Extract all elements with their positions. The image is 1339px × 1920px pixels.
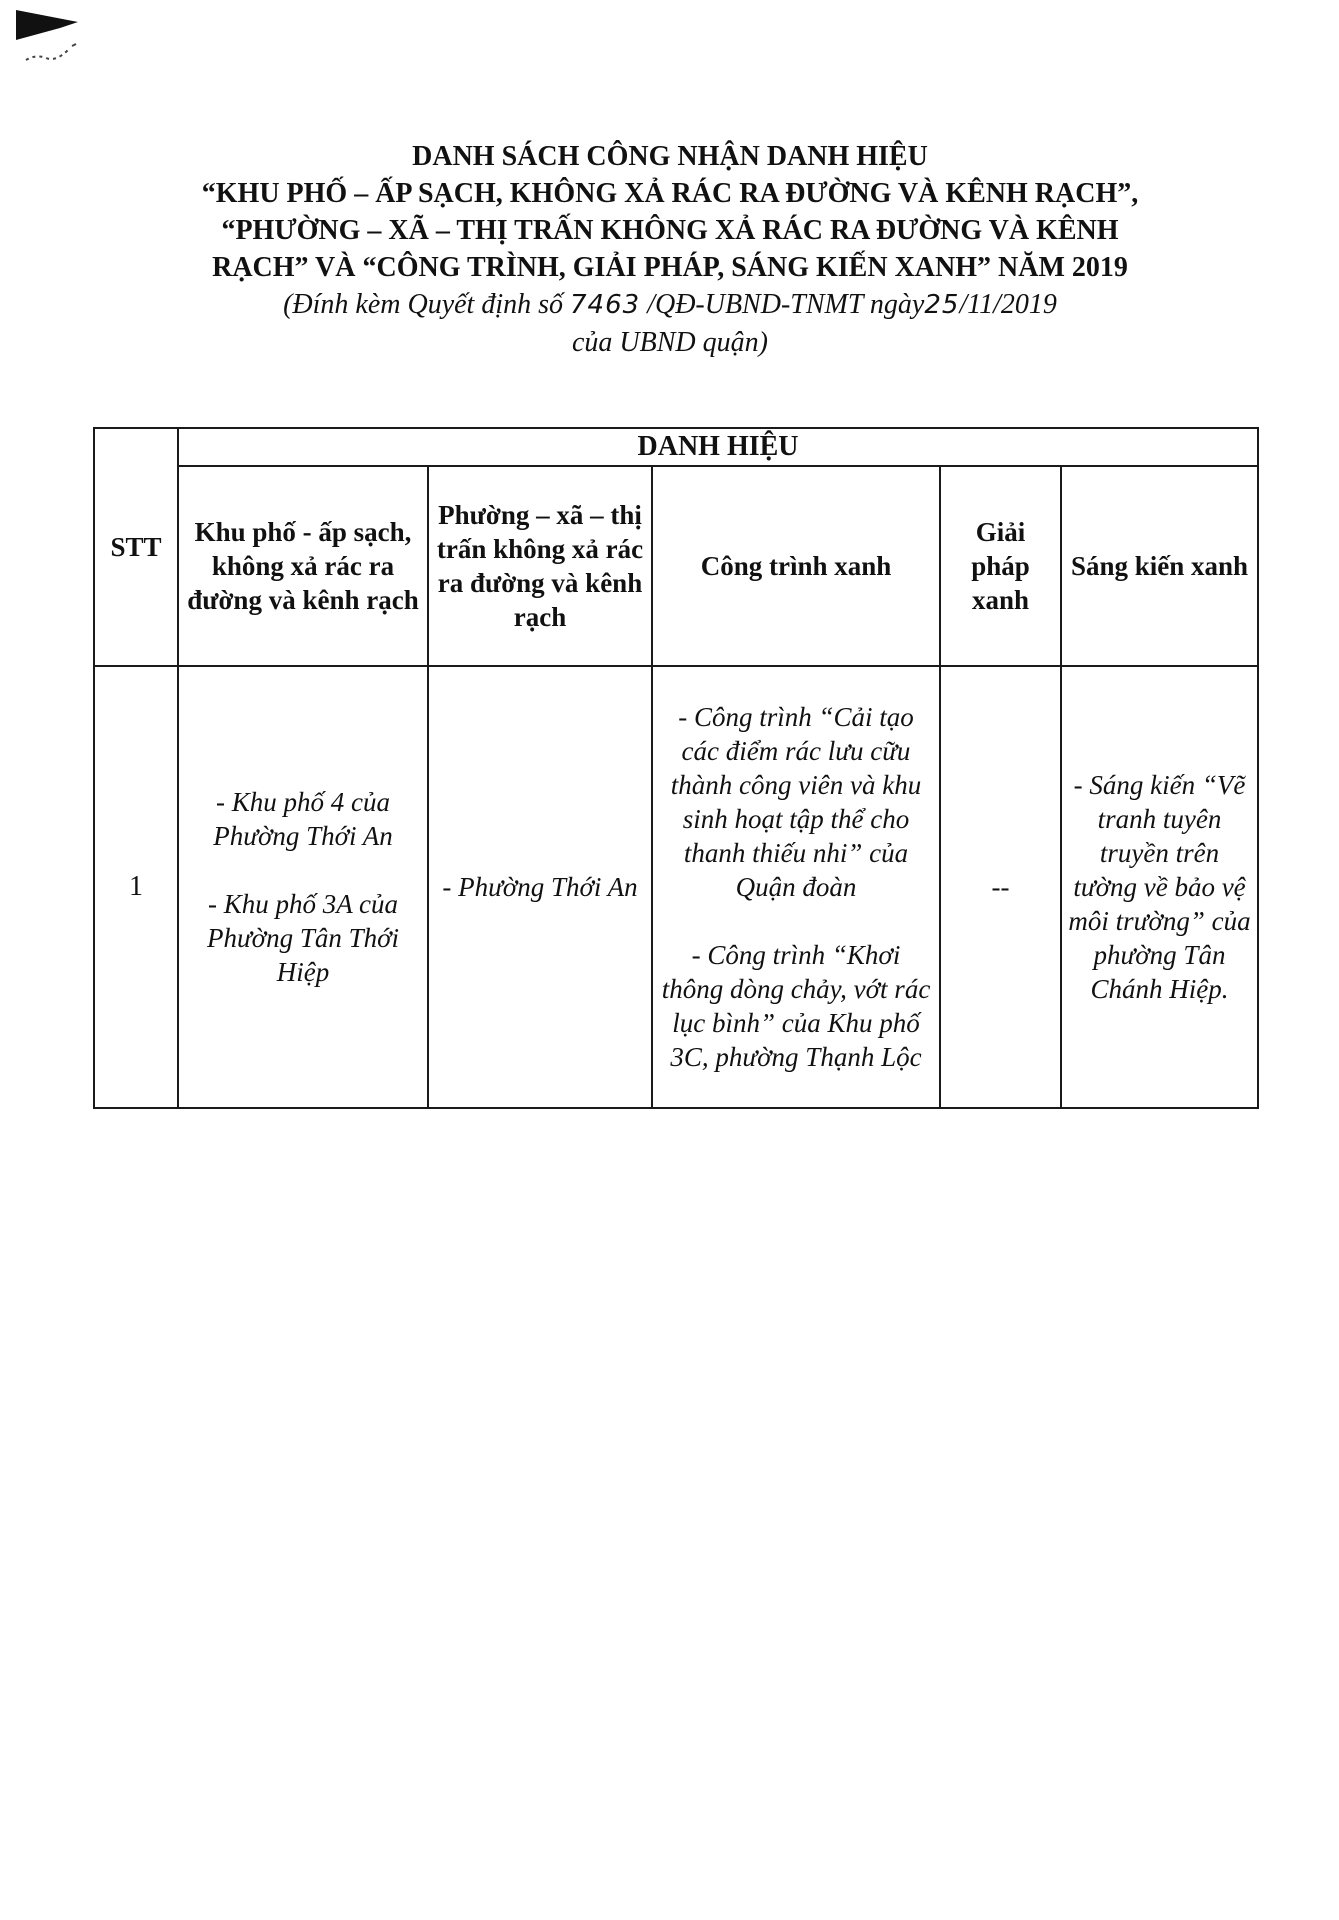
subtitle-suffix: /11/2019 <box>959 289 1057 320</box>
corner-scan-mark <box>16 10 80 70</box>
col-header-cong-trinh: Công trình xanh <box>652 466 940 666</box>
cell-khu-pho <box>178 666 428 1108</box>
subtitle-prefix: (Đính kèm Quyết định số <box>283 289 571 320</box>
title-line-3: “PHƯỜNG – XÃ – THỊ TRẤN KHÔNG XẢ RÁC RA ĐƯỜNG VÀ KÊNH <box>221 215 1119 246</box>
danh-hieu-group-header: DANH HIỆU <box>178 428 1258 466</box>
subtitle-line-2: của UBND quận) <box>572 327 768 358</box>
award-table <box>93 427 1259 1109</box>
cell-phuong: - Phường Thới An <box>428 666 652 1108</box>
title-line-2: “KHU PHỐ – ẤP SẠCH, KHÔNG XẢ RÁC RA ĐƯỜNG VÀ KÊNH RẠCH”, <box>201 178 1139 209</box>
cell-giai-phap: -- <box>940 666 1061 1108</box>
title-line-4: RẠCH” VÀ “CÔNG TRÌNH, GIẢI PHÁP, SÁNG KIẾN XANH” NĂM 2019 <box>212 252 1128 283</box>
table-header-row-group <box>94 428 1258 466</box>
subtitle-line-1 <box>120 286 1220 324</box>
col-header-phuong: Phường – xã – thị trấn không xả rác ra đường và kênh rạch <box>428 466 652 666</box>
cong-trinh-entry-1: - Công trình “Cải tạo các điểm rác lưu cữu thành công viên và khu sinh hoạt tập thể cho thanh thiếu nhi” của Quận đoàn <box>670 702 922 902</box>
subtitle-middle: /QĐ-UBND-TNMT ngày <box>640 289 925 320</box>
document-header <box>120 138 1220 362</box>
cell-stt: 1 <box>94 666 178 1108</box>
decision-day-handwritten: 25 <box>924 290 960 320</box>
col-header-khu-pho: Khu phố - ấp sạch, không xả rác ra đường và kênh rạch <box>178 466 428 666</box>
table-header-row-columns <box>94 466 1258 666</box>
cell-cong-trinh <box>652 666 940 1108</box>
title-line-1: DANH SÁCH CÔNG NHẬN DANH HIỆU <box>412 141 928 172</box>
stt-header: STT <box>94 428 178 666</box>
khu-pho-entry-2: - Khu phố 3A của Phường Tân Thới Hiệp <box>206 889 400 987</box>
cong-trinh-entry-2: - Công trình “Khơi thông dòng chảy, vớt rác lục bình” của Khu phố 3C, phường Thạnh Lộc <box>661 940 931 1072</box>
col-header-sang-kien: Sáng kiến xanh <box>1061 466 1258 666</box>
decision-number-handwritten: 7463 <box>570 290 641 320</box>
table-row <box>94 666 1258 1108</box>
khu-pho-entry-1: - Khu phố 4 của Phường Thới An <box>213 787 393 851</box>
cell-sang-kien: - Sáng kiến “Vẽ tranh tuyên truyền trên tường về bảo vệ môi trường” của phường Tân Chánh Hiệp. <box>1061 666 1258 1108</box>
col-header-giai-phap: Giải pháp xanh <box>940 466 1061 666</box>
